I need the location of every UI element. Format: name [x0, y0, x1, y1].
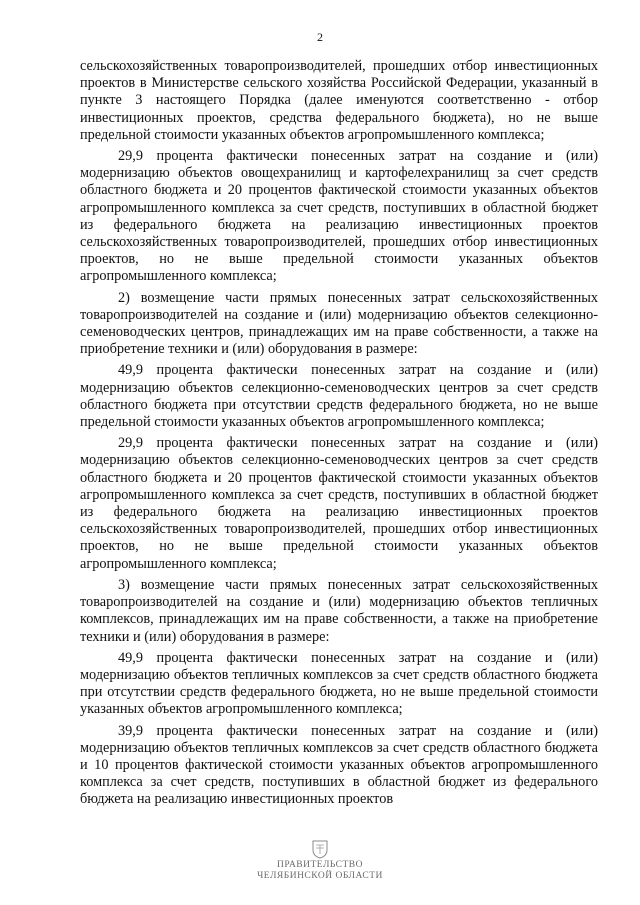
paragraph-2: 29,9 процента фактически понесенных затрат на создание и (или) модернизацию объектов овощехранилищ и картофелехранилищ за счет средств областного бюджета и 20 процентов фактической стоимости указанных объектов агропромышленного комплекса за счет средств, поступивших в областной бюджет из федерального бюджета на реализацию инвестиционных проектов сельскохозяйственных товаропроизводителей, прошедших отбор инвестиционных проектов, но не выше предельной стоимости указанных объектов агропромышленного комплекса;	[80, 148, 598, 285]
paragraph-8: 39,9 процента фактически понесенных затрат на создание и (или) модернизацию объектов тепличных комплексов за счет средств областного бюджета и 10 процентов фактической стоимости указанных объектов агропромышленного комплекса за счет средств, поступивших в областной бюджет из федерального бюджета на реализацию инвестиционных проектов	[80, 722, 598, 808]
paragraph-3: 2) возмещение части прямых понесенных затрат сельскохозяйственных товаропроизводителей на создание и (или) модернизацию объектов селекционно-семеноводческих центров, принадлежащих им на праве собственности, а также на приобретение техники и (или) оборудования в размере:	[80, 289, 598, 358]
footer-line-2: ЧЕЛЯБИНСКОЙ ОБЛАСТИ	[257, 871, 383, 881]
footer-stamp	[0, 838, 640, 882]
paragraph-4: 49,9 процента фактически понесенных затрат на создание и (или) модернизацию объектов селекционно-семеноводческих центров за счет средств областного бюджета при отсутствии средств федерального бюджета, но не выше предельной стоимости указанных объектов агропромышленного комплекса;	[80, 362, 598, 431]
paragraph-1: сельскохозяйственных товаропроизводителей, прошедших отбор инвестиционных проектов в Министерстве сельского хозяйства Российской Федерации, указанный в пункте 3 настоящего Порядка (далее именуются соответственно - отбор инвестиционных проектов, средства федерального бюджета), но не выше предельной стоимости указанных объектов агропромышленного комплекса;	[80, 58, 598, 143]
paragraph-5: 29,9 процента фактически понесенных затрат на создание и (или) модернизацию объектов селекционно-семеноводческих центров за счет средств областного бюджета и 20 процентов фактической стоимости указанных объектов агропромышленного комплекса за счет средств, поступивших в областной бюджет из федерального бюджета на реализацию инвестиционных проектов сельскохозяйственных товаропроизводителей, прошедших отбор инвестиционных проектов, но не выше предельной стоимости указанных объектов агропромышленного комплекса;	[80, 435, 598, 572]
footer-line-1: ПРАВИТЕЛЬСТВО	[277, 860, 363, 870]
paragraph-6: 3) возмещение части прямых понесенных затрат сельскохозяйственных товаропроизводителей на создание и (или) модернизацию объектов тепличных комплексов, принадлежащих им на праве собственности, а также на приобретение техники и (или) оборудования в размере:	[80, 576, 598, 645]
page-number: 2	[317, 30, 323, 44]
coat-of-arms-icon	[309, 838, 331, 860]
document-body	[80, 58, 598, 813]
paragraph-7: 49,9 процента фактически понесенных затрат на создание и (или) модернизацию объектов тепличных комплексов за счет средств областного бюджета при отсутствии средств федерального бюджета, но не выше предельной стоимости указанных объектов агропромышленного комплекса;	[80, 649, 598, 718]
